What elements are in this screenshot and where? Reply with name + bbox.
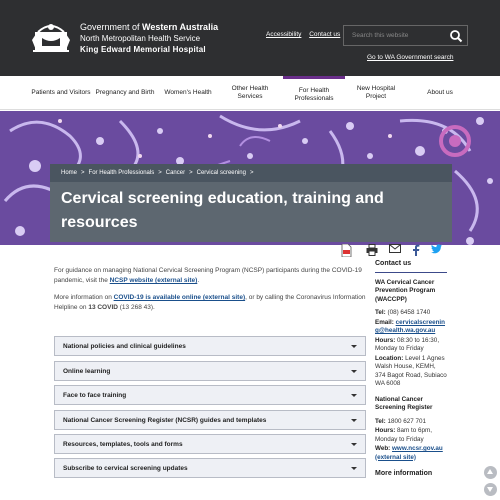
gov-prefix: Government of: [80, 22, 140, 32]
sidebar-org-ncsr: National Cancer Screening Register: [375, 395, 433, 411]
accordion-ncsr-guides[interactable]: [54, 410, 366, 430]
accordion-label: Online learning: [63, 368, 111, 375]
web-label: Web:: [375, 445, 391, 452]
contact-us-link[interactable]: Contact us: [309, 31, 341, 38]
accordion-label: Subscribe to cervical screening updates: [63, 465, 188, 472]
intro-text: (13 268 43).: [117, 304, 155, 311]
nav-patients-and-visitors[interactable]: Patients and Visitors: [31, 89, 91, 96]
hospital-name: King Edward Memorial Hospital: [80, 45, 206, 54]
chevron-down-icon: [351, 394, 357, 397]
breadcrumb: [50, 164, 452, 182]
accordion-label: National Cancer Screening Register (NCSR) guides and templates: [63, 417, 267, 424]
intro-paragraph-2: [54, 293, 366, 313]
chevron-down-icon: [351, 345, 357, 348]
sidebar-heading: Contact us: [375, 260, 447, 273]
accordion-face-to-face-training[interactable]: [54, 385, 366, 405]
accordion-national-policies[interactable]: [54, 336, 366, 356]
breadcrumb-cervical-screening[interactable]: Cervical screening: [196, 170, 246, 176]
nav-for-health-professionals[interactable]: For Health Professionals: [283, 76, 345, 110]
search-input[interactable]: Search this website: [352, 32, 409, 39]
main-navigation: [0, 76, 500, 110]
facebook-icon[interactable]: [412, 244, 420, 258]
breadcrumb-separator: >: [189, 170, 193, 176]
wa-crest-logo[interactable]: [30, 18, 72, 54]
helpline-name: 13 COVID: [88, 304, 118, 311]
wa-gov-search-link[interactable]: Go to WA Government search: [367, 54, 454, 61]
location-label: Location:: [375, 354, 404, 362]
page-title-box: [50, 182, 452, 242]
accordion-label: Resources, templates, tools and forms: [63, 441, 183, 448]
tel-label: Tel:: [375, 309, 386, 316]
breadcrumb-separator: >: [81, 170, 85, 176]
email-label: Email:: [375, 318, 394, 326]
site-header: [0, 0, 500, 76]
tel-label: Tel:: [375, 417, 386, 425]
accordion-label: National policies and clinical guidelines: [63, 343, 186, 350]
ncsp-website-link[interactable]: NCSP website (external site): [109, 277, 198, 284]
accordion-subscribe[interactable]: [54, 458, 366, 478]
breadcrumb-cancer[interactable]: Cancer: [165, 170, 186, 176]
ncsr-phone[interactable]: 1800 627 701: [387, 417, 427, 425]
page-title: Cervical screening education, training and resources: [61, 190, 384, 231]
hours-label: Hours:: [375, 427, 396, 434]
accessibility-link[interactable]: Accessibility: [266, 31, 302, 38]
waccpp-hours: 08:30 to 16:30, Monday to Friday: [375, 336, 440, 352]
intro-paragraph-1: [54, 266, 366, 286]
ncsr-website-link[interactable]: www.ncsr.gov.au (external site): [375, 445, 443, 461]
scroll-down-button[interactable]: [484, 483, 497, 496]
ncsr-hours: 8am to 6pm, Monday to Friday: [375, 427, 433, 443]
accordion-resources[interactable]: [54, 434, 366, 454]
email-icon[interactable]: [389, 244, 401, 258]
nav-pregnancy-and-birth[interactable]: Pregnancy and Birth: [95, 89, 155, 96]
waccpp-email-link[interactable]: cervicalscreening@health.wa.gov.au: [375, 318, 446, 334]
chevron-down-icon: [351, 419, 357, 422]
accordion-label: Face to face training: [63, 392, 127, 399]
covid-info-link[interactable]: COVID-19 is available online (external site): [113, 294, 246, 301]
health-service-name: North Metropolitan Health Service: [80, 34, 201, 43]
sidebar-org-waccpp: WA Cervical Cancer Prevention Program (WACCPP): [375, 278, 436, 303]
accordion-online-learning[interactable]: [54, 361, 366, 381]
organisation-name[interactable]: [80, 22, 218, 55]
gov-state: Western Australia: [142, 22, 219, 32]
pdf-icon[interactable]: [341, 244, 352, 258]
intro-text: , or by calling the Coronavirus Information Helpline on: [54, 294, 366, 311]
breadcrumb-for-health-professionals[interactable]: For Health Professionals: [88, 170, 155, 176]
breadcrumb-separator: >: [158, 170, 162, 176]
chevron-down-icon: [351, 443, 357, 446]
print-icon[interactable]: [366, 244, 378, 258]
intro-text: For guidance on managing National Cervical Screening Program (NCSP) participants during the COVID-19 pandemic, visit the: [54, 267, 362, 284]
more-information-heading: More information: [375, 470, 433, 477]
twitter-icon[interactable]: [431, 244, 442, 258]
scroll-up-button[interactable]: [484, 466, 497, 479]
waccpp-location: Level 1 Agnes Walsh House, KEMH, 374 Bagot Road, Subiaco WA 6008: [375, 354, 447, 387]
contact-sidebar: [375, 260, 447, 479]
hours-label: Hours:: [375, 336, 396, 344]
nav-womens-health[interactable]: Women's Health: [164, 89, 212, 96]
utility-links: [266, 31, 346, 38]
nav-other-health-services[interactable]: Other Health Services: [231, 85, 269, 100]
chevron-down-icon: [351, 370, 357, 373]
nav-about-us[interactable]: About us: [427, 89, 453, 96]
search-box[interactable]: [343, 25, 468, 46]
chevron-down-icon: [351, 467, 357, 470]
breadcrumb-separator: >: [249, 170, 254, 176]
search-icon[interactable]: [449, 29, 463, 43]
intro-text: More information on: [54, 294, 114, 301]
breadcrumb-home[interactable]: Home: [61, 170, 78, 176]
intro-text: .: [197, 277, 200, 284]
nav-new-hospital-project[interactable]: New Hospital Project: [356, 85, 396, 100]
waccpp-phone[interactable]: (08) 6458 1740: [387, 309, 431, 316]
